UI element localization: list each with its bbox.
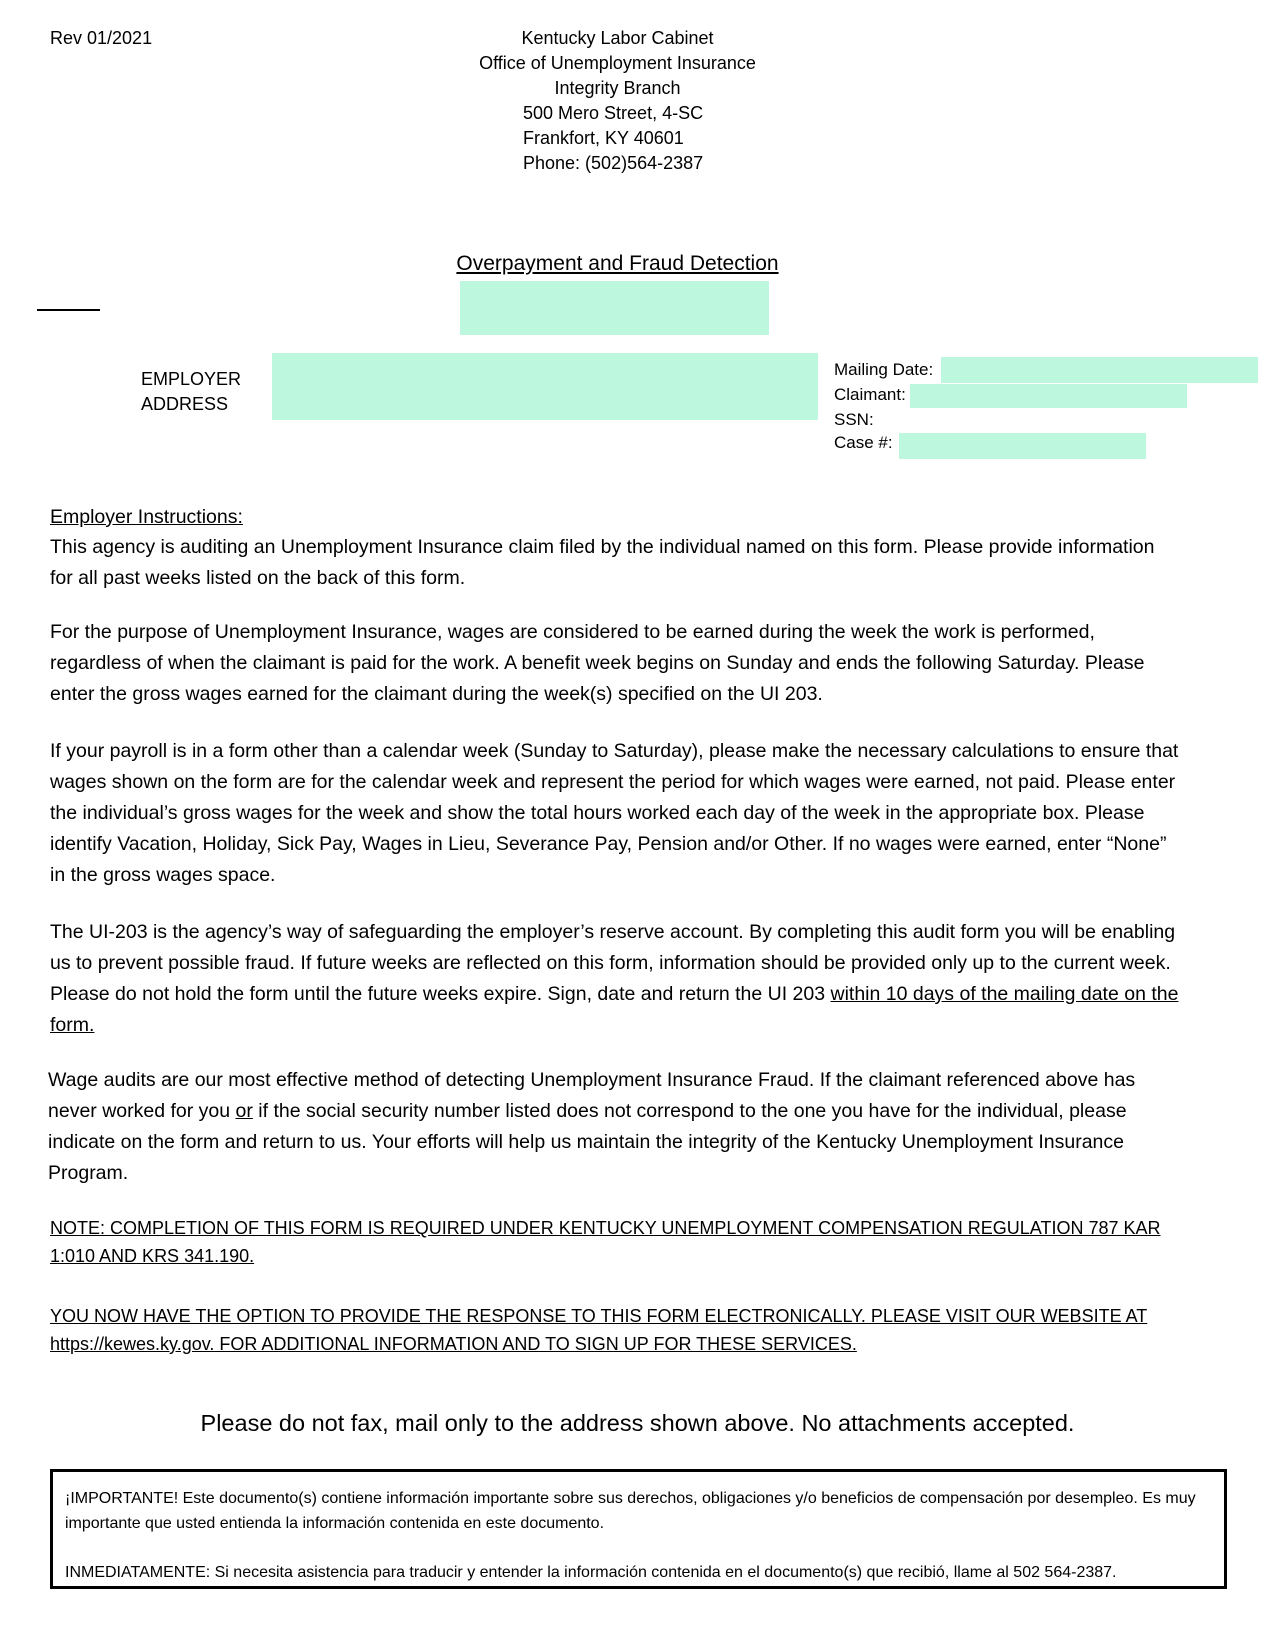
case-number-label: Case #: xyxy=(834,433,893,452)
spanish-assistance-text: INMEDIATAMENTE: Si necesita asistencia para traducir y entender la información contenida en el documento(s) que recibió, llame al 502 564-2387. xyxy=(65,1564,1117,1581)
agency-line: Frankfort, KY 40601 xyxy=(523,128,684,148)
instructions-paragraph: The UI-203 is the agency’s way of safeguarding the employer’s reserve account. By completing this audit form you will be enabling us to prevent possible fraud. If future weeks are reflected on this form, information should be provided only up to the current week. Please do not hold the form until the future weeks expire. Sign, date and return the UI 203 within 10 days of the mailing date on the form. xyxy=(50,921,1179,1036)
instructions-paragraph: This agency is auditing an Unemployment Insurance claim filed by the individual named on this form. Please provide information for all past weeks listed on the back of this form. xyxy=(50,536,1155,589)
agency-address-block xyxy=(420,26,815,176)
form-title: Overpayment and Fraud Detection xyxy=(456,252,779,275)
instructions-heading: Employer Instructions: xyxy=(50,506,243,528)
redacted-mailing-date xyxy=(941,357,1258,383)
instructions-paragraph: Wage audits are our most effective method of detecting Unemployment Insurance Fraud. If the claimant referenced above has never worked for you or if the social security number listed does not correspond to the one you have for the individual, please indicate on the form and return to us. Your efforts will help us maintain the integrity of the Kentucky Unemployment Insurance Program. xyxy=(48,1069,1136,1184)
deadline-text: within 10 days of the mailing date on the form. xyxy=(50,983,1179,1036)
revision-date: Rev 01/2021 xyxy=(50,28,153,48)
agency-line: Kentucky Labor Cabinet xyxy=(521,28,714,48)
or-emphasis: or xyxy=(235,1100,253,1122)
spanish-notice-box xyxy=(50,1469,1227,1589)
employer-address-label: EMPLOYER ADDRESS xyxy=(141,369,242,414)
agency-line: 500 Mero Street, 4-SC xyxy=(523,103,704,123)
mailing-date-label: Mailing Date: xyxy=(834,360,934,379)
instructions-paragraph: For the purpose of Unemployment Insurance, wages are considered to be earned during the week the work is performed, regardless of when the claimant is paid for the work. A benefit week begins on Sunday and ends the following Saturday. Please enter the gross wages earned for the claimant during the week(s) specified on the UI 203. xyxy=(50,621,1145,705)
ssn-label: SSN: xyxy=(834,410,874,429)
agency-line: Office of Unemployment Insurance xyxy=(479,53,756,73)
no-fax-notice: Please do not fax, mail only to the address shown above. No attachments accepted. xyxy=(200,1410,1075,1436)
regulation-note: NOTE: COMPLETION OF THIS FORM IS REQUIRED UNDER KENTUCKY UNEMPLOYMENT COMPENSATION REGULATION 787 KAR 1:010 AND KRS 341.190. xyxy=(50,1218,1161,1266)
agency-line: Phone: (502)564-2387 xyxy=(523,153,704,173)
spanish-important-text: ¡IMPORTANTE! Este documento(s) contiene información importante sobre sus derechos, obligaciones y/o beneficios de compensación por desempleo. Es muy importante que usted entienda la información contenida en este documento. xyxy=(65,1490,1196,1532)
agency-line: Integrity Branch xyxy=(554,78,681,98)
redacted-claimant xyxy=(910,384,1187,408)
claimant-label: Claimant: xyxy=(834,385,906,404)
redacted-case-number xyxy=(899,433,1146,459)
divider xyxy=(37,309,100,311)
redacted-block xyxy=(460,281,769,335)
redacted-employer-address xyxy=(272,353,818,420)
electronic-option-note: YOU NOW HAVE THE OPTION TO PROVIDE THE RESPONSE TO THIS FORM ELECTRONICALLY. PLEASE VISIT OUR WEBSITE AT https://kewes.ky.gov. FOR ADDITIONAL INFORMATION AND TO SIGN UP FOR THESE SERVICES. xyxy=(50,1306,1148,1354)
instructions-paragraph: If your payroll is in a form other than a calendar week (Sunday to Saturday), please make the necessary calculations to ensure that wages shown on the form are for the calendar week and represent the period for which wages were earned, not paid. Please enter the individual’s gross wages for the week and show the total hours worked each day of the week in the appropriate box. Please identify Vacation, Holiday, Sick Pay, Wages in Lieu, Severance Pay, Pension and/or Other. If no wages were earned, enter “None” in the gross wages space. xyxy=(50,740,1179,886)
